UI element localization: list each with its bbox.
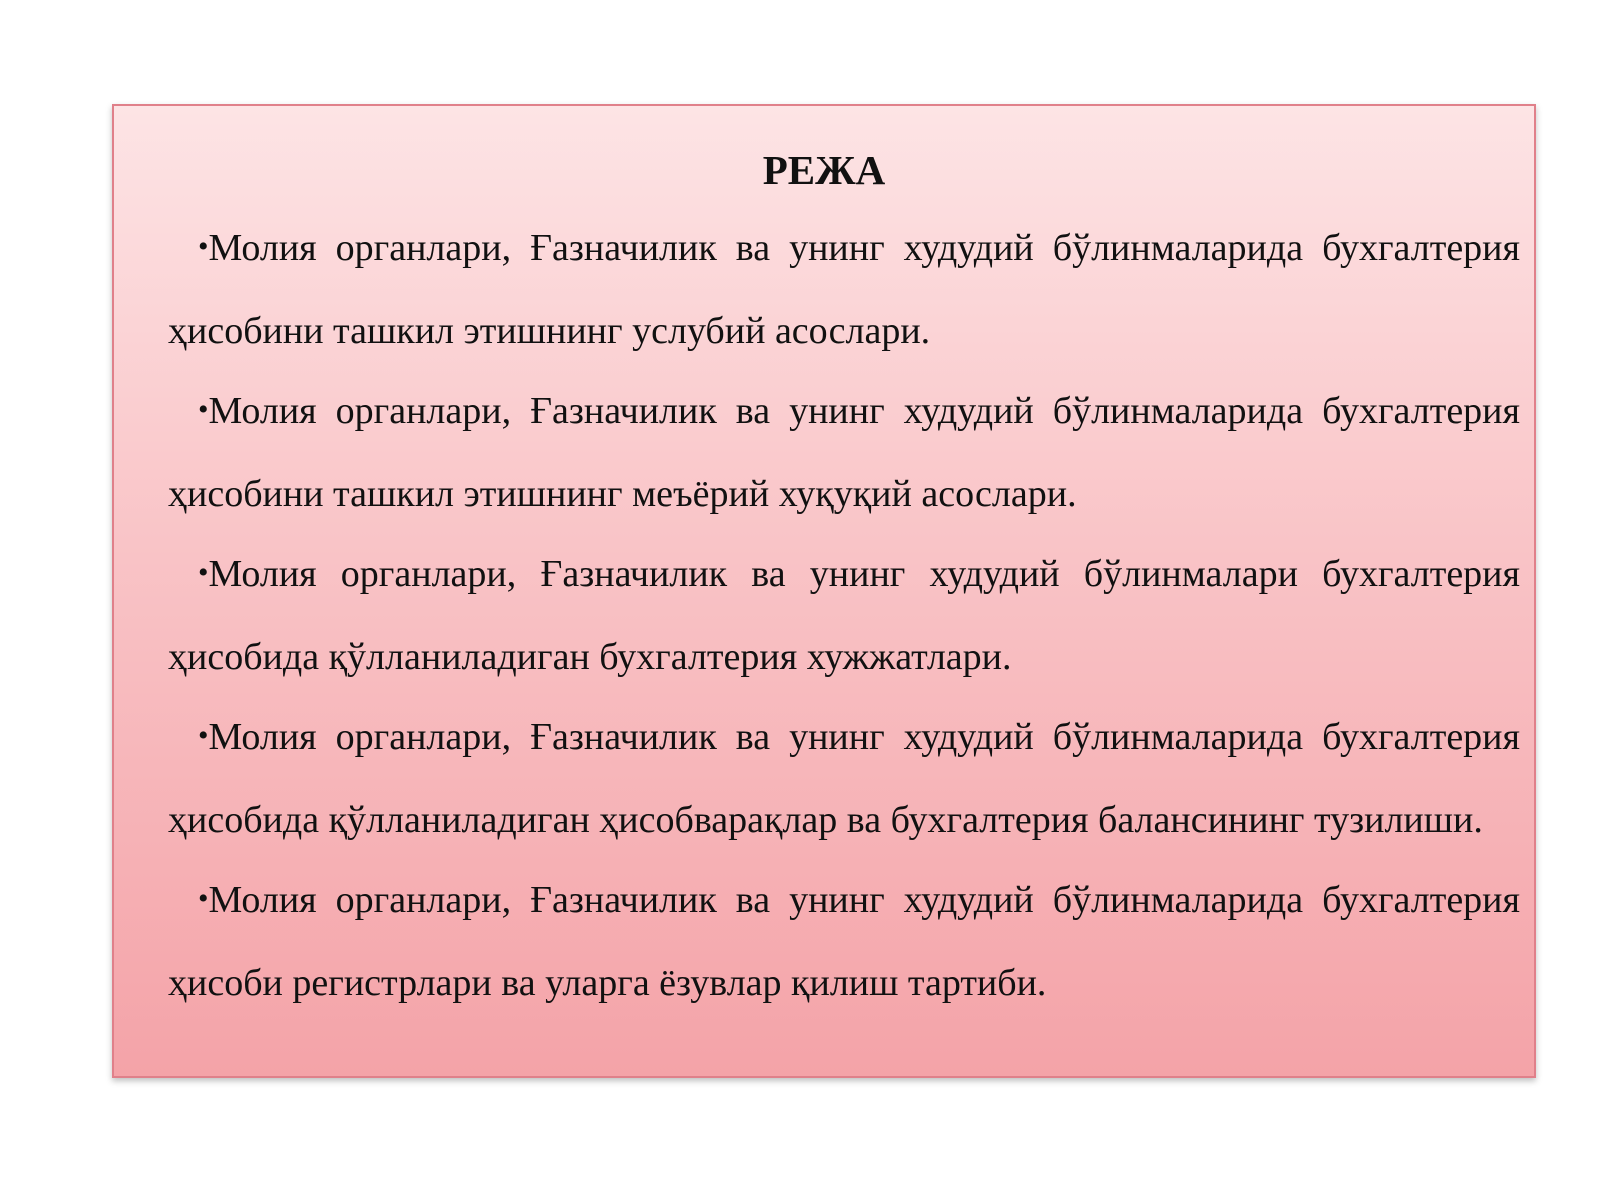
plan-item-text: Молия органлари, Ғазначилик ва унинг худудий бўлинмаларида бухгалтерия ҳисобини ташкил этишнинг меъёрий хуқуқий асослари. (168, 390, 1520, 515)
plan-list (168, 208, 1520, 1023)
plan-item-text: Молия органлари, Ғазначилик ва унинг худудий бўлинмаларида бухгалтерия ҳисоби регистрлари ва уларга ёзувлар қилиш тартиби. (168, 879, 1520, 1004)
plan-item-1 (168, 208, 1520, 371)
plan-item-2 (168, 371, 1520, 534)
bullet-icon: • (198, 719, 209, 752)
slide-title: РЕЖА (762, 147, 886, 193)
plan-item-text: Молия органлари, Ғазначилик ва унинг худудий бўлинмаларида бухгалтерия ҳисобини ташкил этишнинг услубий асослари. (168, 227, 1520, 352)
bullet-icon: • (198, 882, 209, 915)
plan-item-4 (168, 697, 1520, 860)
plan-item-text: Молия органлари, Ғазначилик ва унинг худудий бўлинмаларида бухгалтерия ҳисобида қўлланиладиган ҳисобварақлар ва бухгалтерия балансининг тузилиши. (168, 716, 1520, 841)
plan-item-3 (168, 534, 1520, 697)
plan-item-text: Молия органлари, Ғазначилик ва унинг худудий бўлинмалари бухгалтерия ҳисобида қўлланиладиган бухгалтерия хужжатлари. (168, 553, 1520, 678)
bullet-icon: • (198, 556, 209, 589)
bullet-icon: • (198, 230, 209, 263)
plan-item-5 (168, 860, 1520, 1023)
content-panel (112, 104, 1536, 1078)
bullet-icon: • (198, 393, 209, 426)
